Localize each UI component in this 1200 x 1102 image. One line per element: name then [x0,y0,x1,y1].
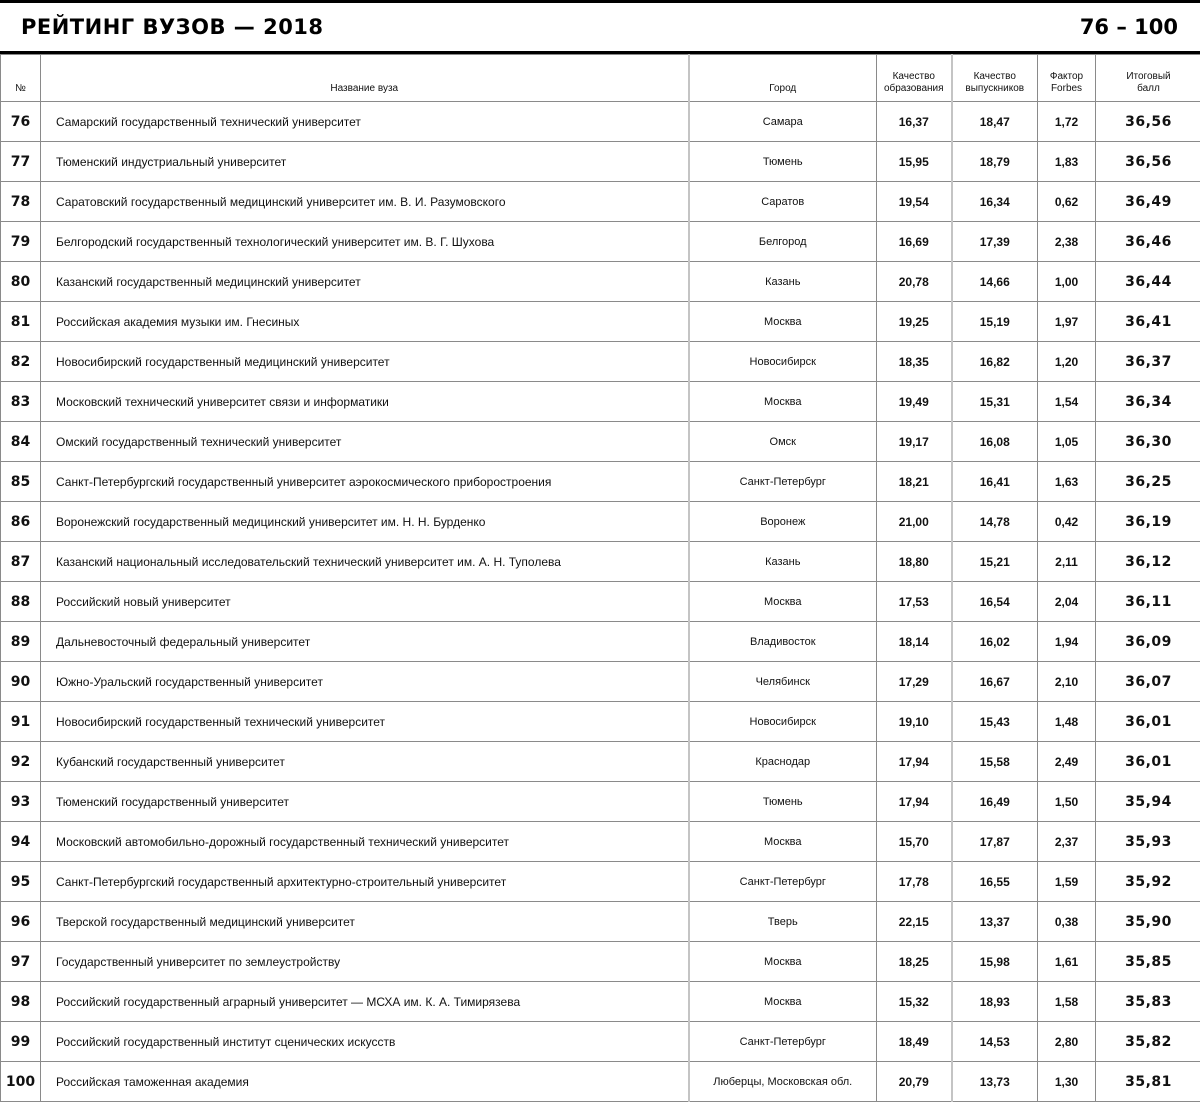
forbes-factor-cell: 1,50 [1038,782,1096,822]
edu-quality-cell: 18,25 [877,942,952,982]
city-cell: Владивосток [689,622,877,662]
total-score-cell: 36,37 [1096,342,1200,382]
grad-quality-cell: 17,87 [952,822,1038,862]
edu-quality-cell: 20,79 [877,1062,952,1102]
university-name-cell: Новосибирский государственный технический университет [41,702,689,742]
city-cell: Новосибирск [689,702,877,742]
rank-cell: 82 [1,342,41,382]
table-row [1,182,1200,222]
university-name-cell: Омский государственный технический университет [41,422,689,462]
total-score-cell: 36,25 [1096,462,1200,502]
rank-cell: 86 [1,502,41,542]
university-name-cell: Тюменский индустриальный университет [41,142,689,182]
city-cell: Тюмень [689,782,877,822]
edu-quality-cell: 16,69 [877,222,952,262]
city-cell: Москва [689,942,877,982]
page-header [0,3,1200,51]
rank-cell: 92 [1,742,41,782]
table-row [1,142,1200,182]
forbes-factor-cell: 1,83 [1038,142,1096,182]
grad-quality-cell: 14,53 [952,1022,1038,1062]
city-cell: Тюмень [689,142,877,182]
table-row [1,982,1200,1022]
city-cell: Санкт-Петербург [689,862,877,902]
edu-quality-cell: 17,94 [877,782,952,822]
total-score-cell: 35,81 [1096,1062,1200,1102]
rank-cell: 80 [1,262,41,302]
university-name-cell: Казанский государственный медицинский университет [41,262,689,302]
rank-cell: 98 [1,982,41,1022]
edu-quality-cell: 19,10 [877,702,952,742]
forbes-factor-cell: 0,62 [1038,182,1096,222]
edu-quality-cell: 19,49 [877,382,952,422]
grad-quality-cell: 18,93 [952,982,1038,1022]
city-cell: Новосибирск [689,342,877,382]
rank-cell: 85 [1,462,41,502]
forbes-factor-cell: 1,58 [1038,982,1096,1022]
forbes-factor-cell: 1,54 [1038,382,1096,422]
grad-quality-cell: 16,82 [952,342,1038,382]
total-score-cell: 36,41 [1096,302,1200,342]
rank-cell: 95 [1,862,41,902]
edu-quality-cell: 18,49 [877,1022,952,1062]
forbes-factor-cell: 1,00 [1038,262,1096,302]
column-header-rank: № [1,55,41,102]
total-score-cell: 35,94 [1096,782,1200,822]
rank-cell: 89 [1,622,41,662]
forbes-factor-cell: 1,48 [1038,702,1096,742]
rank-cell: 84 [1,422,41,462]
forbes-factor-cell: 1,97 [1038,302,1096,342]
forbes-factor-cell: 2,04 [1038,582,1096,622]
university-name-cell: Саратовский государственный медицинский университет им. В. И. Разумовского [41,182,689,222]
edu-quality-cell: 19,54 [877,182,952,222]
city-cell: Казань [689,542,877,582]
edu-quality-cell: 21,00 [877,502,952,542]
city-cell: Омск [689,422,877,462]
rank-cell: 93 [1,782,41,822]
grad-quality-cell: 13,73 [952,1062,1038,1102]
edu-quality-cell: 17,78 [877,862,952,902]
university-name-cell: Самарский государственный технический университет [41,102,689,142]
table-row [1,582,1200,622]
total-score-cell: 36,44 [1096,262,1200,302]
edu-quality-cell: 18,21 [877,462,952,502]
city-cell: Москва [689,822,877,862]
total-score-cell: 36,56 [1096,142,1200,182]
university-name-cell: Санкт-Петербургский государственный архитектурно-строительный университет [41,862,689,902]
grad-quality-cell: 16,55 [952,862,1038,902]
table-row [1,262,1200,302]
university-name-cell: Казанский национальный исследовательский технический университет им. А. Н. Туполева [41,542,689,582]
university-name-cell: Московский технический университет связи и информатики [41,382,689,422]
grad-quality-cell: 15,58 [952,742,1038,782]
grad-quality-cell: 18,47 [952,102,1038,142]
grad-quality-cell: 16,67 [952,662,1038,702]
total-score-cell: 35,90 [1096,902,1200,942]
rank-cell: 90 [1,662,41,702]
table-row [1,942,1200,982]
city-cell: Москва [689,302,877,342]
edu-quality-cell: 18,35 [877,342,952,382]
grad-quality-cell: 13,37 [952,902,1038,942]
table-row [1,502,1200,542]
table-row [1,222,1200,262]
university-name-cell: Российский новый университет [41,582,689,622]
table-row [1,622,1200,662]
total-score-cell: 35,82 [1096,1022,1200,1062]
city-cell: Москва [689,982,877,1022]
grad-quality-cell: 15,98 [952,942,1038,982]
forbes-factor-cell: 0,42 [1038,502,1096,542]
university-name-cell: Тверской государственный медицинский университет [41,902,689,942]
forbes-factor-cell: 1,61 [1038,942,1096,982]
forbes-factor-cell: 2,49 [1038,742,1096,782]
city-cell: Самара [689,102,877,142]
city-cell: Саратов [689,182,877,222]
edu-quality-cell: 20,78 [877,262,952,302]
column-header-grad-quality: Качество выпускников [952,55,1038,102]
total-score-cell: 35,92 [1096,862,1200,902]
forbes-factor-cell: 2,10 [1038,662,1096,702]
university-name-cell: Российская таможенная академия [41,1062,689,1102]
city-cell: Челябинск [689,662,877,702]
forbes-factor-cell: 1,72 [1038,102,1096,142]
edu-quality-cell: 15,95 [877,142,952,182]
rank-cell: 76 [1,102,41,142]
grad-quality-cell: 16,54 [952,582,1038,622]
rank-cell: 94 [1,822,41,862]
city-cell: Москва [689,582,877,622]
total-score-cell: 36,01 [1096,742,1200,782]
city-cell: Белгород [689,222,877,262]
university-name-cell: Белгородский государственный технологический университет им. В. Г. Шухова [41,222,689,262]
edu-quality-cell: 22,15 [877,902,952,942]
forbes-factor-cell: 0,38 [1038,902,1096,942]
total-score-cell: 36,30 [1096,422,1200,462]
forbes-factor-cell: 1,59 [1038,862,1096,902]
rank-cell: 87 [1,542,41,582]
table-row [1,902,1200,942]
edu-quality-cell: 17,94 [877,742,952,782]
edu-quality-cell: 19,25 [877,302,952,342]
table-row [1,1022,1200,1062]
city-cell: Люберцы, Московская обл. [689,1062,877,1102]
grad-quality-cell: 16,49 [952,782,1038,822]
university-name-cell: Новосибирский государственный медицинский университет [41,342,689,382]
table-header-row [1,55,1200,102]
total-score-cell: 36,11 [1096,582,1200,622]
total-score-cell: 35,85 [1096,942,1200,982]
city-cell: Москва [689,382,877,422]
rank-cell: 96 [1,902,41,942]
rank-cell: 81 [1,302,41,342]
city-cell: Санкт-Петербург [689,1022,877,1062]
forbes-factor-cell: 2,80 [1038,1022,1096,1062]
grad-quality-cell: 18,79 [952,142,1038,182]
column-header-name: Название вуза [41,55,689,102]
university-name-cell: Тюменский государственный университет [41,782,689,822]
forbes-factor-cell: 1,30 [1038,1062,1096,1102]
rank-cell: 77 [1,142,41,182]
total-score-cell: 36,49 [1096,182,1200,222]
table-row [1,462,1200,502]
total-score-cell: 36,01 [1096,702,1200,742]
total-score-cell: 36,12 [1096,542,1200,582]
university-name-cell: Российская академия музыки им. Гнесиных [41,302,689,342]
rank-cell: 91 [1,702,41,742]
table-row [1,742,1200,782]
forbes-factor-cell: 2,37 [1038,822,1096,862]
table-row [1,702,1200,742]
edu-quality-cell: 16,37 [877,102,952,142]
university-name-cell: Российский государственный институт сценических искусств [41,1022,689,1062]
city-cell: Тверь [689,902,877,942]
rank-cell: 100 [1,1062,41,1102]
ranking-table [0,54,1200,1102]
table-row [1,862,1200,902]
grad-quality-cell: 15,31 [952,382,1038,422]
university-name-cell: Кубанский государственный университет [41,742,689,782]
edu-quality-cell: 15,70 [877,822,952,862]
edu-quality-cell: 19,17 [877,422,952,462]
city-cell: Санкт-Петербург [689,462,877,502]
table-row [1,422,1200,462]
total-score-cell: 36,56 [1096,102,1200,142]
rank-range: 76 – 100 [1080,15,1178,39]
total-score-cell: 35,93 [1096,822,1200,862]
forbes-factor-cell: 2,38 [1038,222,1096,262]
city-cell: Краснодар [689,742,877,782]
grad-quality-cell: 14,66 [952,262,1038,302]
forbes-factor-cell: 1,94 [1038,622,1096,662]
city-cell: Казань [689,262,877,302]
total-score-cell: 36,07 [1096,662,1200,702]
table-row [1,542,1200,582]
grad-quality-cell: 16,02 [952,622,1038,662]
grad-quality-cell: 14,78 [952,502,1038,542]
forbes-factor-cell: 2,11 [1038,542,1096,582]
grad-quality-cell: 16,34 [952,182,1038,222]
rank-cell: 83 [1,382,41,422]
table-row [1,822,1200,862]
city-cell: Воронеж [689,502,877,542]
table-row [1,782,1200,822]
column-header-edu-quality: Качество образования [877,55,952,102]
table-row [1,302,1200,342]
total-score-cell: 36,46 [1096,222,1200,262]
column-header-city: Город [689,55,877,102]
university-name-cell: Московский автомобильно-дорожный государственный технический университет [41,822,689,862]
grad-quality-cell: 15,21 [952,542,1038,582]
university-name-cell: Государственный университет по землеустройству [41,942,689,982]
table-row [1,102,1200,142]
grad-quality-cell: 16,41 [952,462,1038,502]
grad-quality-cell: 17,39 [952,222,1038,262]
total-score-cell: 36,19 [1096,502,1200,542]
total-score-cell: 36,34 [1096,382,1200,422]
table-row [1,342,1200,382]
column-header-total: Итоговый балл [1096,55,1200,102]
rank-cell: 78 [1,182,41,222]
table-row [1,382,1200,422]
edu-quality-cell: 17,29 [877,662,952,702]
column-header-forbes: Фактор Forbes [1038,55,1096,102]
total-score-cell: 36,09 [1096,622,1200,662]
university-name-cell: Российский государственный аграрный университет — МСХА им. К. А. Тимирязева [41,982,689,1022]
forbes-factor-cell: 1,63 [1038,462,1096,502]
page-title: РЕЙТИНГ ВУЗОВ — 2018 [21,15,324,39]
grad-quality-cell: 16,08 [952,422,1038,462]
edu-quality-cell: 17,53 [877,582,952,622]
edu-quality-cell: 15,32 [877,982,952,1022]
rank-cell: 99 [1,1022,41,1062]
edu-quality-cell: 18,80 [877,542,952,582]
university-name-cell: Санкт-Петербургский государственный университет аэрокосмического приборостроения [41,462,689,502]
grad-quality-cell: 15,43 [952,702,1038,742]
forbes-factor-cell: 1,05 [1038,422,1096,462]
table-row [1,662,1200,702]
university-name-cell: Южно-Уральский государственный университет [41,662,689,702]
edu-quality-cell: 18,14 [877,622,952,662]
rank-cell: 79 [1,222,41,262]
total-score-cell: 35,83 [1096,982,1200,1022]
grad-quality-cell: 15,19 [952,302,1038,342]
forbes-factor-cell: 1,20 [1038,342,1096,382]
university-name-cell: Воронежский государственный медицинский университет им. Н. Н. Бурденко [41,502,689,542]
university-name-cell: Дальневосточный федеральный университет [41,622,689,662]
rank-cell: 97 [1,942,41,982]
rank-cell: 88 [1,582,41,622]
